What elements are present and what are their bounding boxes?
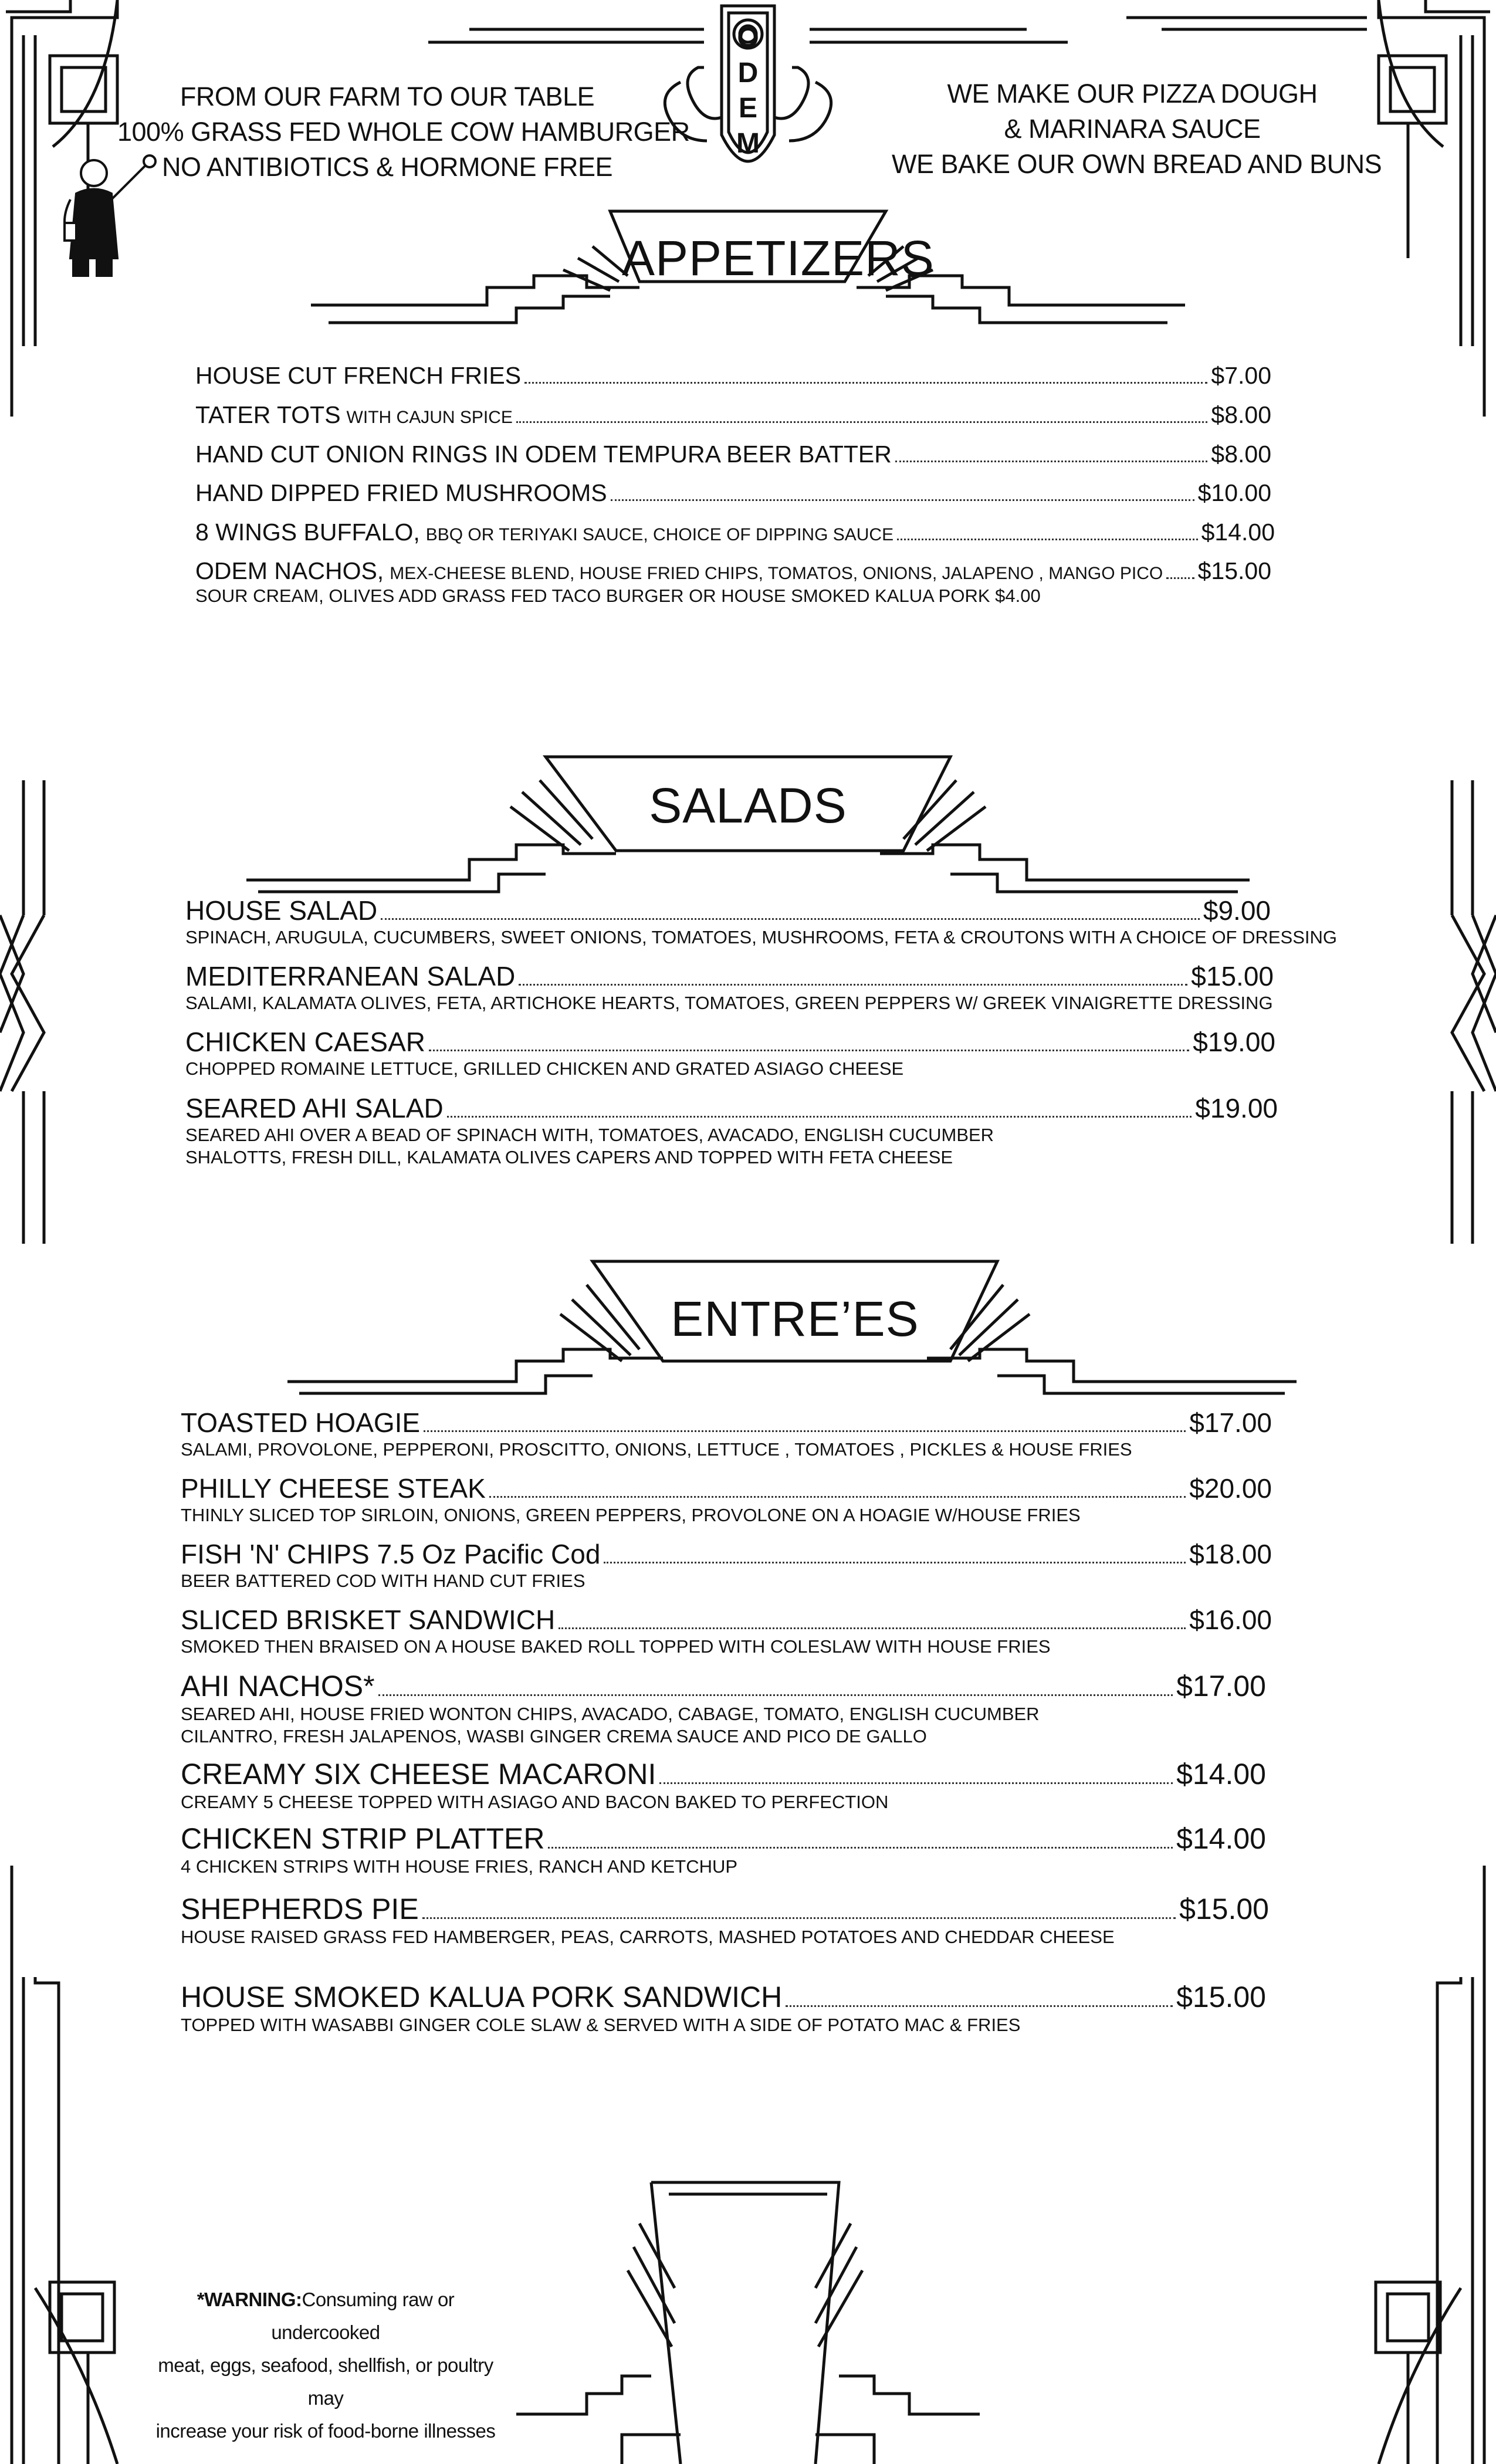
item-price: $14.00 — [1176, 1822, 1266, 1855]
item-price: $19.00 — [1193, 1027, 1275, 1057]
item-name: FISH 'N' CHIPS 7.5 Oz Pacific Cod — [181, 1539, 601, 1569]
tagline-line: FROM OUR FARM TO OUR TABLE — [180, 82, 595, 111]
dot-leader — [447, 1116, 1192, 1118]
item-description: SEARED AHI OVER A BEAD OF SPINACH WITH, TOMATOES, AVACADO, ENGLISH CUCUMBER — [185, 1125, 994, 1145]
item-name: HOUSE CUT FRENCH FRIES — [195, 362, 522, 389]
item-name: HAND DIPPED FRIED MUSHROOMS — [195, 479, 607, 506]
dot-leader — [519, 984, 1187, 986]
dot-leader — [559, 1627, 1186, 1629]
item-description: SALAMI, KALAMATA OLIVES, FETA, ARTICHOKE HEARTS, TOMATOES, GREEN PEPPERS W/ GREEK VINAIGRETTE DRESSING — [185, 993, 1273, 1013]
menu-item — [195, 401, 1271, 429]
tagline-line: 100% GRASS FED WHOLE COW HAMBURGER — [117, 117, 690, 147]
item-price: $18.00 — [1189, 1539, 1272, 1569]
item-name: CHICKEN CAESAR — [185, 1027, 425, 1057]
item-name: AHI NACHOS* — [181, 1670, 375, 1703]
item-description: TOPPED WITH WASABBI GINGER COLE SLAW & SERVED WITH A SIDE OF POTATO MAC & FRIES — [181, 2015, 1021, 2035]
item-note: MEX-CHEESE BLEND, HOUSE FRIED CHIPS, TOMATOS, ONIONS, JALAPENO , MANGO PICO — [390, 564, 1163, 583]
tagline-left — [117, 79, 690, 185]
item-name: ODEM NACHOS, — [195, 557, 384, 584]
section-title-entrees: ENTRE’ES — [671, 1291, 919, 1346]
dot-leader — [378, 1694, 1173, 1696]
item-price: $7.00 — [1211, 362, 1271, 389]
dot-leader — [429, 1050, 1189, 1051]
menu-item — [181, 1892, 1269, 1948]
dot-leader — [895, 461, 1208, 462]
sign-letter: O — [737, 22, 759, 53]
dot-leader — [424, 1430, 1186, 1432]
item-note: WITH CAJUN SPICE — [346, 408, 513, 427]
menu-item — [181, 1669, 1266, 1748]
dot-leader — [489, 1496, 1186, 1498]
item-price: $15.00 — [1197, 557, 1271, 584]
item-name: CREAMY SIX CHEESE MACARONI — [181, 1758, 656, 1791]
menu-item — [181, 1473, 1272, 1527]
tagline-line: WE MAKE OUR PIZZA DOUGH — [947, 79, 1318, 109]
item-price: $10.00 — [1197, 479, 1271, 506]
dot-leader — [381, 918, 1200, 920]
menu-item — [195, 441, 1271, 468]
dot-leader — [548, 1847, 1173, 1849]
item-price: $17.00 — [1176, 1670, 1266, 1703]
item-price: $9.00 — [1203, 895, 1271, 926]
item-description: SMOKED THEN BRAISED ON A HOUSE BAKED ROLL TOPPED WITH COLESLAW WITH HOUSE FRIES — [181, 1636, 1051, 1657]
dot-leader — [611, 499, 1194, 501]
menu-item — [181, 1407, 1272, 1461]
corner-ornament-top-right — [1126, 0, 1490, 417]
menu-item — [195, 519, 1275, 546]
item-name: SLICED BRISKET SANDWICH — [181, 1605, 556, 1635]
item-description: THINLY SLICED TOP SIRLOIN, ONIONS, GREEN PEPPERS, PROVOLONE ON A HOAGIE W/HOUSE FRIES — [181, 1505, 1081, 1525]
item-name: CHICKEN STRIP PLATTER — [181, 1822, 545, 1855]
item-description: CHOPPED ROMAINE LETTUCE, GRILLED CHICKEN AND GRATED ASIAGO CHEESE — [185, 1058, 904, 1079]
tagline-line: NO ANTIBIOTICS & HORMONE FREE — [161, 152, 613, 182]
sign-letter: E — [738, 93, 757, 124]
warning-line: Consuming raw or undercooked — [271, 2289, 455, 2343]
corner-ornament-bottom-right — [1376, 1866, 1484, 2464]
item-name: MEDITERRANEAN SALAD — [185, 961, 516, 991]
item-description: SHALOTTS, FRESH DILL, KALAMATA OLIVES CAPERS AND TOPPED WITH FETA CHEESE — [185, 1147, 953, 1167]
side-ornament-left — [0, 780, 44, 1244]
item-price: $8.00 — [1211, 441, 1271, 468]
item-name: 8 WINGS BUFFALO, — [195, 519, 420, 546]
menu-item — [181, 1604, 1272, 1658]
item-description: 4 CHICKEN STRIPS WITH HOUSE FRIES, RANCH AND KETCHUP — [181, 1856, 738, 1877]
sign-letter: M — [736, 128, 760, 159]
item-price: $15.00 — [1191, 961, 1274, 991]
dot-leader — [897, 539, 1197, 540]
menu-item — [185, 1092, 1278, 1169]
item-description: SOUR CREAM, OLIVES ADD GRASS FED TACO BURGER OR HOUSE SMOKED KALUA PORK $4.00 — [195, 585, 1041, 606]
item-description: CILANTRO, FRESH JALAPENOS, WASBI GINGER CREMA SAUCE AND PICO DE GALLO — [181, 1726, 927, 1747]
item-price: $14.00 — [1176, 1758, 1266, 1791]
section-title-salads: SALADS — [649, 778, 847, 833]
dot-leader — [659, 1782, 1173, 1784]
item-name: TATER TOTS — [195, 401, 341, 428]
corner-ornament-bottom-left — [12, 1866, 117, 2464]
menu-item — [185, 960, 1274, 1014]
item-name: SEARED AHI SALAD — [185, 1093, 444, 1123]
item-name: HAND CUT ONION RINGS IN ODEM TEMPURA BEER BATTER — [195, 441, 892, 468]
item-name: HOUSE SMOKED KALUA PORK SANDWICH — [181, 1981, 783, 2013]
menu-item — [185, 895, 1338, 949]
sign-letter: D — [737, 57, 759, 89]
item-price: $19.00 — [1195, 1093, 1278, 1123]
item-name: TOASTED HOAGIE — [181, 1407, 421, 1438]
menu-item — [195, 557, 1271, 607]
dot-leader — [786, 2005, 1173, 2007]
tagline-right — [892, 76, 1382, 182]
food-warning — [144, 2283, 507, 2448]
item-price: $15.00 — [1179, 1893, 1269, 1925]
item-price: $16.00 — [1189, 1605, 1272, 1635]
dot-leader — [422, 1917, 1176, 1919]
tagline-line: WE BAKE OUR OWN BREAD AND BUNS — [892, 149, 1382, 179]
odem-sign-letters — [732, 21, 764, 161]
item-price: $15.00 — [1176, 1981, 1266, 2013]
menu-item — [181, 1822, 1266, 1878]
item-price: $14.00 — [1201, 519, 1275, 546]
side-ornament-right — [1452, 780, 1496, 1244]
item-price: $17.00 — [1189, 1407, 1272, 1438]
dot-leader — [524, 382, 1207, 384]
menu-item — [181, 1980, 1266, 2036]
item-description: SPINACH, ARUGULA, CUCUMBERS, SWEET ONIONS, TOMATOES, MUSHROOMS, FETA & CROUTONS WITH A CHOICE OF DRESSING — [185, 927, 1338, 947]
item-description: CREAMY 5 CHEESE TOPPED WITH ASIAGO AND BACON BAKED TO PERFECTION — [181, 1792, 889, 1812]
dot-leader — [516, 421, 1207, 423]
section-title-appetizers: APPETIZERS — [622, 231, 935, 286]
item-name: HOUSE SALAD — [185, 895, 378, 926]
dot-leader — [1166, 577, 1194, 579]
item-note: BBQ OR TERIYAKI SAUCE, CHOICE OF DIPPING SAUCE — [425, 525, 894, 544]
warning-line: increase your risk of food-borne illnesses — [155, 2420, 496, 2442]
item-description: SEARED AHI, HOUSE FRIED WONTON CHIPS, AVACADO, CABAGE, TOMATO, ENGLISH CUCUMBER — [181, 1704, 1040, 1724]
dot-leader — [604, 1562, 1186, 1563]
item-description: SALAMI, PROVOLONE, PEPPERONI, PROSCITTO, ONIONS, LETTUCE , TOMATOES , PICKLES & HOUSE FRIES — [181, 1439, 1132, 1460]
bottom-tower — [516, 2182, 980, 2464]
menu-item — [181, 1757, 1266, 1813]
menu-item — [185, 1026, 1275, 1080]
item-description: HOUSE RAISED GRASS FED HAMBERGER, PEAS, CARROTS, MASHED POTATOES AND CHEDDAR CHEESE — [181, 1927, 1115, 1947]
tagline-line: & MARINARA SAUCE — [1004, 114, 1261, 144]
item-description: BEER BATTERED COD WITH HAND CUT FRIES — [181, 1571, 585, 1591]
item-name: PHILLY CHEESE STEAK — [181, 1473, 486, 1504]
warning-label: *WARNING: — [197, 2289, 302, 2310]
item-name: SHEPHERDS PIE — [181, 1893, 419, 1925]
menu-item — [195, 362, 1271, 390]
menu-item — [195, 479, 1271, 507]
warning-line: meat, eggs, seafood, shellfish, or poultry may — [158, 2354, 493, 2409]
item-price: $8.00 — [1211, 401, 1271, 428]
item-price: $20.00 — [1189, 1473, 1272, 1504]
menu-item — [181, 1538, 1272, 1592]
